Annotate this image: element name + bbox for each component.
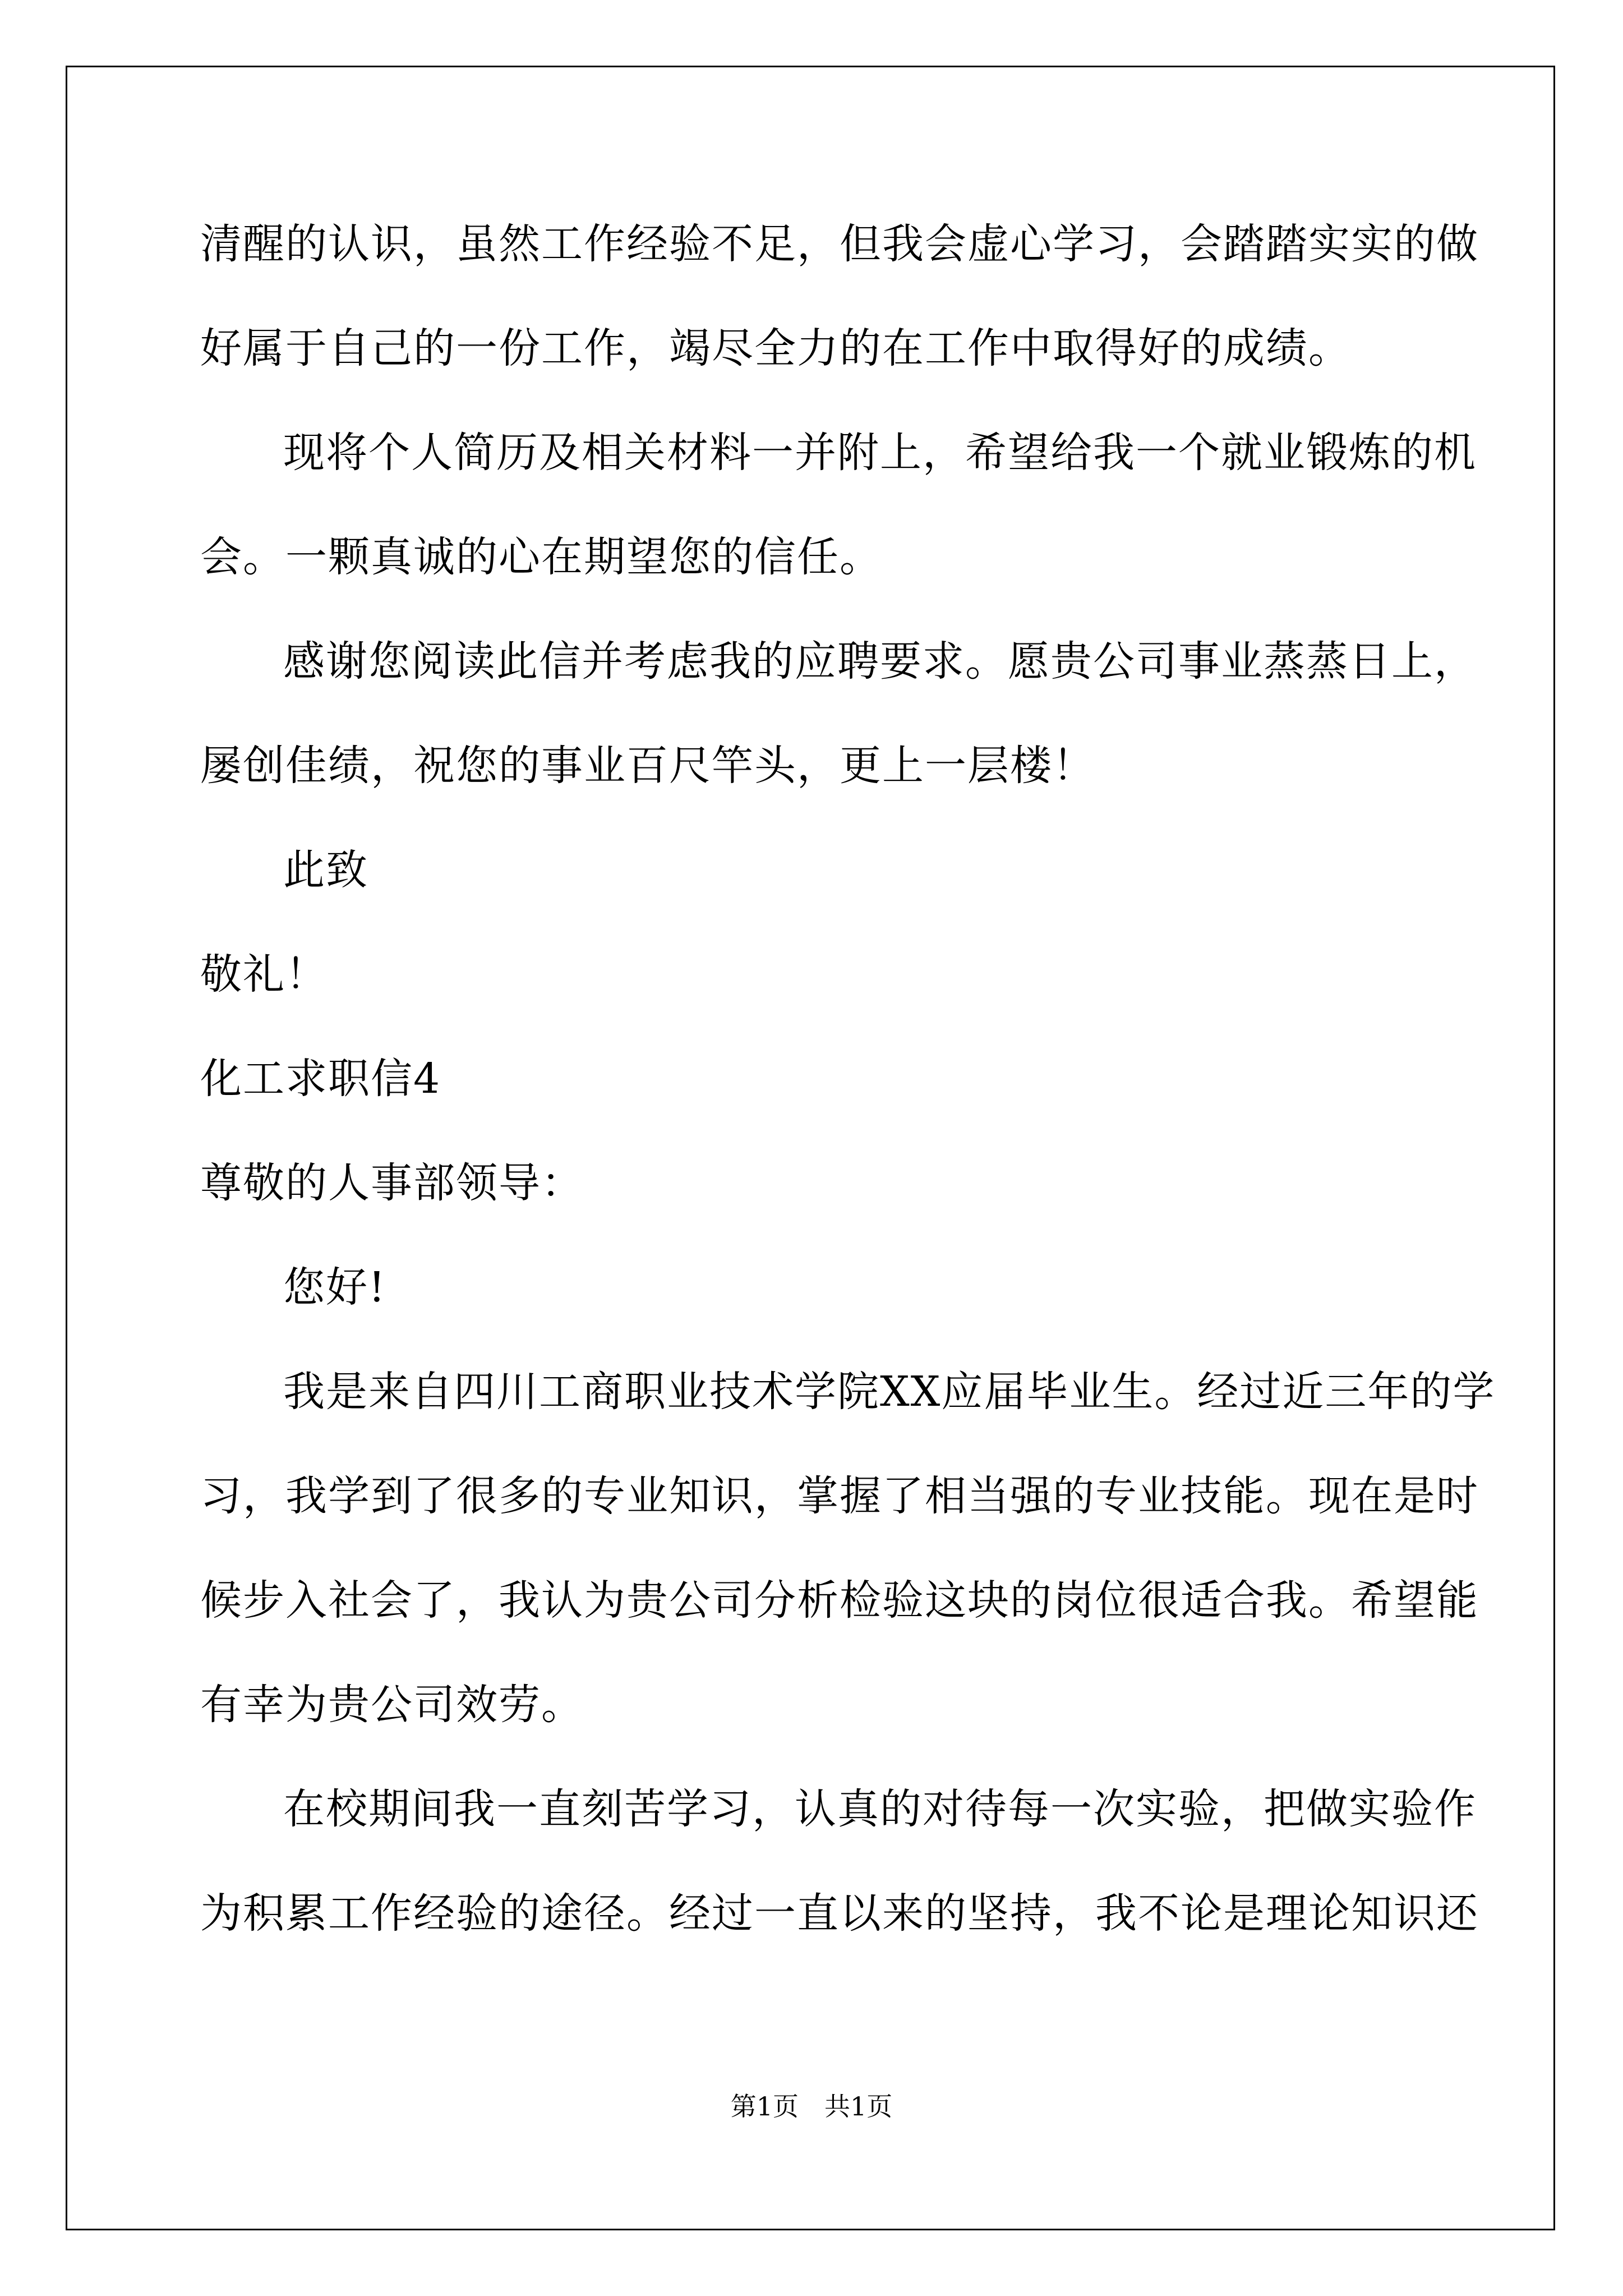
text-line: 感谢您阅读此信并考虑我的应聘要求。愿贵公司事业蒸蒸日上， <box>283 637 1477 685</box>
text-line: 习，我学到了很多的专业知识，掌握了相当强的专业技能。现在是时 <box>200 1472 1479 1520</box>
text-line: 候步入社会了，我认为贵公司分析检验这块的岗位很适合我。希望能 <box>200 1576 1479 1625</box>
text-line: 清醒的认识，虽然工作经验不足，但我会虚心学习，会踏踏实实的做 <box>200 220 1479 268</box>
text-line: 现将个人简历及相关材料一并附上，希望给我一个就业锻炼的机 <box>283 429 1477 477</box>
letter-greeting: 您好! <box>283 1263 386 1312</box>
text-line: 在校期间我一直刻苦学习，认真的对待每一次实验，把做实验作 <box>283 1785 1477 1833</box>
text-line: 有幸为贵公司效劳。 <box>200 1681 584 1729</box>
salutation-regards: 敬礼！ <box>200 950 328 999</box>
text-line: 为积累工作经验的途径。经过一直以来的坚持，我不论是理论知识还 <box>200 1889 1479 1938</box>
text-line: 好属于自己的一份工作，竭尽全力的在工作中取得好的成绩。 <box>200 324 1351 372</box>
letter-addressee: 尊敬的人事部领导： <box>200 1159 584 1207</box>
text-line: 会。一颗真诚的心在期望您的信任。 <box>200 533 882 581</box>
page-number: 第1页 共1页 <box>730 2091 893 2122</box>
section-title: 化工求职信4 <box>200 1055 441 1103</box>
text-line: 我是来自四川工商职业技术学院XX应届毕业生。经过近三年的学 <box>283 1368 1496 1416</box>
salutation-closing: 此致 <box>283 846 368 894</box>
text-line: 屡创佳绩，祝您的事业百尺竿头，更上一层楼！ <box>200 742 1095 790</box>
